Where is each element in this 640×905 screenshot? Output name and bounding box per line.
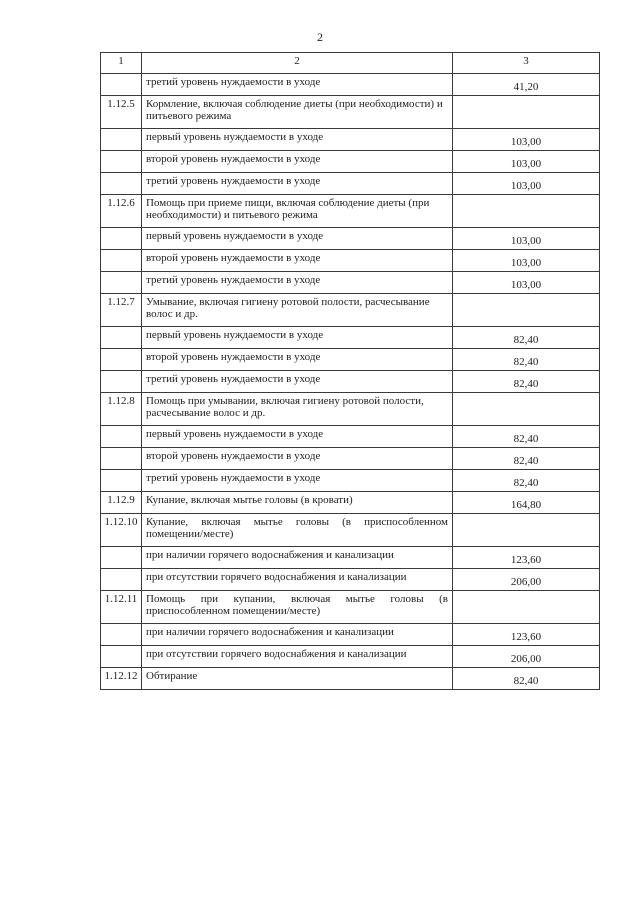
item-text: Помощь при умывании, включая гигиену ротовой полости, расчесывание волос и др. <box>142 393 453 426</box>
item-value <box>453 591 600 624</box>
item-code: 1.12.5 <box>101 96 142 129</box>
item-code <box>101 426 142 448</box>
item-code <box>101 74 142 96</box>
item-text: Купание, включая мытье головы (в кровати) <box>142 492 453 514</box>
item-text: второй уровень нуждаемости в уходе <box>142 151 453 173</box>
item-code <box>101 547 142 569</box>
item-code <box>101 569 142 591</box>
item-text: при отсутствии горячего водоснабжения и канализации <box>142 646 453 668</box>
table-row <box>101 371 600 393</box>
item-code <box>101 272 142 294</box>
item-code <box>101 173 142 195</box>
table-row <box>101 195 600 228</box>
table-row <box>101 646 600 668</box>
table-row <box>101 96 600 129</box>
item-text: Умывание, включая гигиену ротовой полости, расчесывание волос и др. <box>142 294 453 327</box>
item-value: 103,00 <box>453 228 600 250</box>
item-value <box>453 514 600 547</box>
table-row <box>101 624 600 646</box>
item-text: третий уровень нуждаемости в уходе <box>142 173 453 195</box>
item-value: 41,20 <box>453 74 600 96</box>
item-text: при наличии горячего водоснабжения и канализации <box>142 624 453 646</box>
table-row <box>101 591 600 624</box>
header-col-1: 1 <box>101 53 142 74</box>
item-value: 123,60 <box>453 547 600 569</box>
item-text: при наличии горячего водоснабжения и канализации <box>142 547 453 569</box>
table-row <box>101 569 600 591</box>
item-code <box>101 228 142 250</box>
table-row <box>101 327 600 349</box>
table-row <box>101 74 600 96</box>
item-value: 103,00 <box>453 173 600 195</box>
table-row <box>101 492 600 514</box>
item-code: 1.12.7 <box>101 294 142 327</box>
item-value <box>453 195 600 228</box>
item-code <box>101 371 142 393</box>
item-value: 164,80 <box>453 492 600 514</box>
item-text: третий уровень нуждаемости в уходе <box>142 470 453 492</box>
item-text: Обтирание <box>142 668 453 690</box>
table-row <box>101 173 600 195</box>
item-code <box>101 327 142 349</box>
table-row <box>101 228 600 250</box>
item-value: 103,00 <box>453 272 600 294</box>
item-value: 82,40 <box>453 371 600 393</box>
item-text: первый уровень нуждаемости в уходе <box>142 327 453 349</box>
item-code: 1.12.12 <box>101 668 142 690</box>
item-text: Помощь при приеме пищи, включая соблюдение диеты (при необходимости) и питьевого режима <box>142 195 453 228</box>
table-row <box>101 250 600 272</box>
table-row <box>101 151 600 173</box>
item-text: Купание, включая мытье головы (в приспособленном помещении/месте) <box>142 514 453 547</box>
item-value: 123,60 <box>453 624 600 646</box>
table-header-row <box>101 53 600 74</box>
item-code <box>101 448 142 470</box>
item-code: 1.12.10 <box>101 514 142 547</box>
item-code <box>101 470 142 492</box>
item-code <box>101 129 142 151</box>
item-code <box>101 151 142 173</box>
item-value: 206,00 <box>453 646 600 668</box>
item-code <box>101 624 142 646</box>
item-text: второй уровень нуждаемости в уходе <box>142 448 453 470</box>
item-value: 82,40 <box>453 668 600 690</box>
table-row <box>101 470 600 492</box>
item-code: 1.12.11 <box>101 591 142 624</box>
item-code: 1.12.6 <box>101 195 142 228</box>
table-row <box>101 272 600 294</box>
item-text: первый уровень нуждаемости в уходе <box>142 129 453 151</box>
item-value: 82,40 <box>453 448 600 470</box>
header-col-2: 2 <box>142 53 453 74</box>
tariff-table <box>100 52 600 690</box>
item-text: Кормление, включая соблюдение диеты (при необходимости) и питьевого режима <box>142 96 453 129</box>
item-code <box>101 646 142 668</box>
item-text: третий уровень нуждаемости в уходе <box>142 74 453 96</box>
item-value: 82,40 <box>453 349 600 371</box>
item-text: второй уровень нуждаемости в уходе <box>142 250 453 272</box>
item-value <box>453 294 600 327</box>
header-col-3: 3 <box>453 53 600 74</box>
item-code <box>101 250 142 272</box>
table-row <box>101 426 600 448</box>
item-value: 82,40 <box>453 426 600 448</box>
table-row <box>101 129 600 151</box>
item-code: 1.12.8 <box>101 393 142 426</box>
table-row <box>101 514 600 547</box>
item-code: 1.12.9 <box>101 492 142 514</box>
page-number: 2 <box>317 30 323 44</box>
item-text: третий уровень нуждаемости в уходе <box>142 272 453 294</box>
item-text: при отсутствии горячего водоснабжения и канализации <box>142 569 453 591</box>
item-value: 206,00 <box>453 569 600 591</box>
item-text: второй уровень нуждаемости в уходе <box>142 349 453 371</box>
item-text: первый уровень нуждаемости в уходе <box>142 228 453 250</box>
table-row <box>101 294 600 327</box>
table-row <box>101 547 600 569</box>
table-row <box>101 349 600 371</box>
item-value: 82,40 <box>453 327 600 349</box>
item-value <box>453 393 600 426</box>
item-code <box>101 349 142 371</box>
item-value <box>453 96 600 129</box>
item-value: 103,00 <box>453 151 600 173</box>
item-value: 103,00 <box>453 250 600 272</box>
item-value: 82,40 <box>453 470 600 492</box>
item-text: первый уровень нуждаемости в уходе <box>142 426 453 448</box>
table-row <box>101 393 600 426</box>
item-value: 103,00 <box>453 129 600 151</box>
table-row <box>101 448 600 470</box>
item-text: Помощь при купании, включая мытье головы (в приспособленном помещении/месте) <box>142 591 453 624</box>
table-row <box>101 668 600 690</box>
item-text: третий уровень нуждаемости в уходе <box>142 371 453 393</box>
